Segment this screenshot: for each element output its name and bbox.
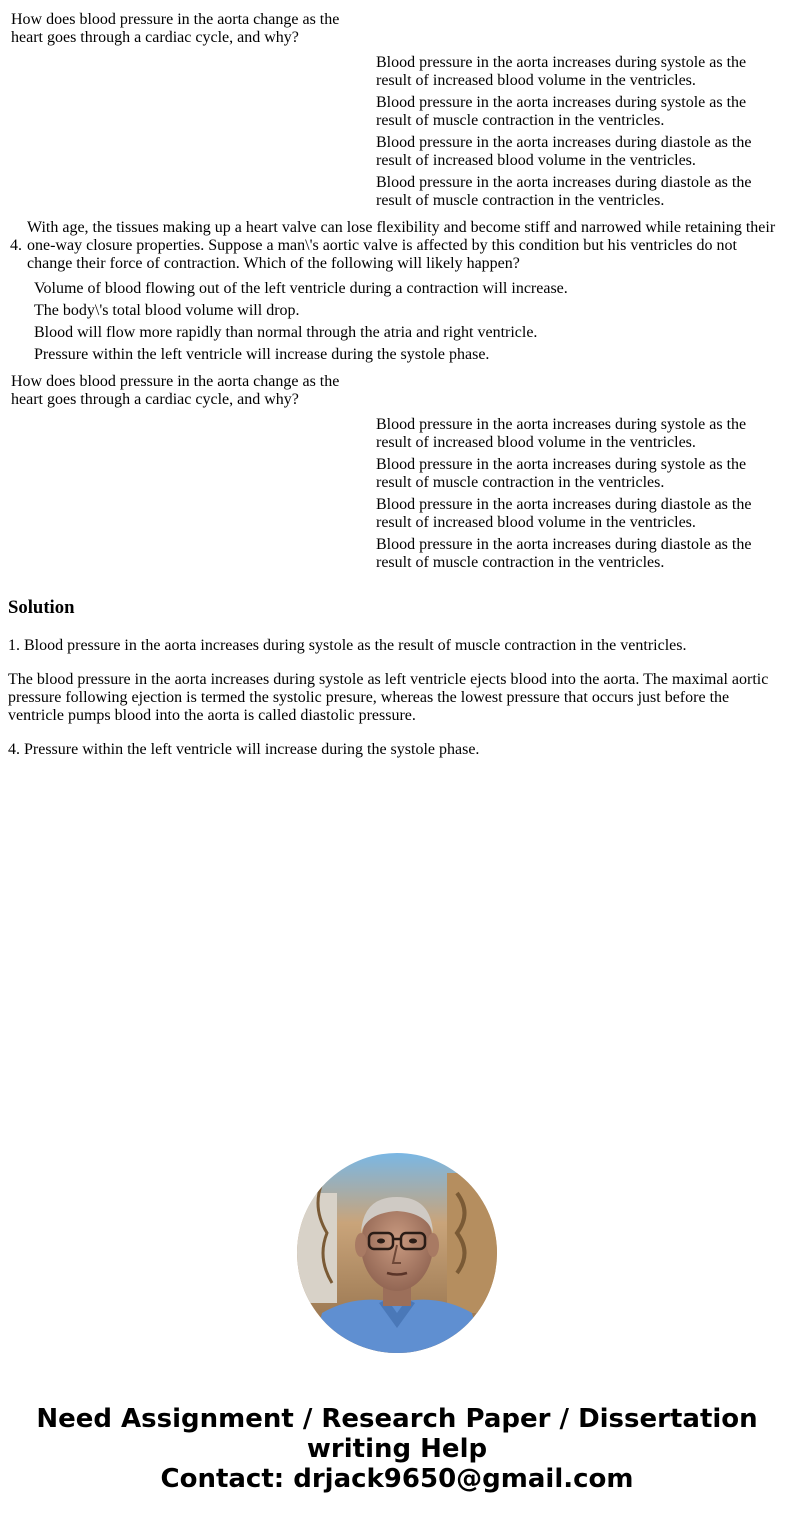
question-1-repeat-option-b[interactable]: Blood pressure in the aorta increases during systole as the result of muscle contraction in the ventricles. [376,456,747,491]
question-1-repeat-option-c[interactable]: Blood pressure in the aorta increases during diastole as the result of increased blood volume in the ventricles. [376,496,752,531]
solution-answer-4: 4. Pressure within the left ventricle will increase during the systole phase. [8,741,480,758]
promo-contact[interactable]: Contact: drjack9650@gmail.com [160,1464,634,1494]
question-1-repeat-text: How does blood pressure in the aorta change as the heart goes through a cardiac cycle, and why? [11,373,340,408]
question-4-text: With age, the tissues making up a heart valve can lose flexibility and become stiff and narrowed while retaining their one-way closure properties. Suppose a man\'s aortic valve is affected by this condition but his ventricles do not change their force of contraction. Which of the following will likely happen? [27,219,776,272]
solution-answer-1: 1. Blood pressure in the aorta increases during systole as the result of muscle contraction in the ventricles. [8,637,687,654]
question-1-text: How does blood pressure in the aorta change as the heart goes through a cardiac cycle, and why? [11,11,340,46]
question-1-option-d[interactable]: Blood pressure in the aorta increases during diastole as the result of muscle contraction in the ventricles. [376,174,752,209]
question-4-number: 4. [10,237,22,254]
question-1-option-a[interactable]: Blood pressure in the aorta increases during systole as the result of increased blood volume in the ventricles. [376,54,747,89]
question-1-repeat-option-a[interactable]: Blood pressure in the aorta increases during systole as the result of increased blood volume in the ventricles. [376,416,747,451]
promo-line-2: writing Help [306,1434,488,1464]
question-4-option-b[interactable]: The body\'s total blood volume will drop. [34,302,300,319]
question-4-option-c[interactable]: Blood will flow more rapidly than normal through the atria and right ventricle. [34,324,538,341]
question-4-option-d[interactable]: Pressure within the left ventricle will increase during the systole phase. [34,346,490,363]
person-portrait-icon [297,1153,497,1353]
question-4-option-a[interactable]: Volume of blood flowing out of the left ventricle during a contraction will increase. [34,280,568,297]
question-1-repeat-option-d[interactable]: Blood pressure in the aorta increases during diastole as the result of muscle contraction in the ventricles. [376,536,752,571]
question-1-option-c[interactable]: Blood pressure in the aorta increases during diastole as the result of increased blood volume in the ventricles. [376,134,752,169]
solution-heading: Solution [8,597,75,618]
author-avatar [297,1153,497,1353]
solution-explanation: The blood pressure in the aorta increases during systole as left ventricle ejects blood into the aorta. The maximal aortic pressure following ejection is termed the systolic presure, whereas the lowest pressure that occurs just before the ventricle pumps blood into the aorta is called diastolic pressure. [8,671,769,724]
promo-line-1: Need Assignment / Research Paper / Dissertation [36,1404,758,1434]
question-1-option-b[interactable]: Blood pressure in the aorta increases during systole as the result of muscle contraction in the ventricles. [376,94,747,129]
